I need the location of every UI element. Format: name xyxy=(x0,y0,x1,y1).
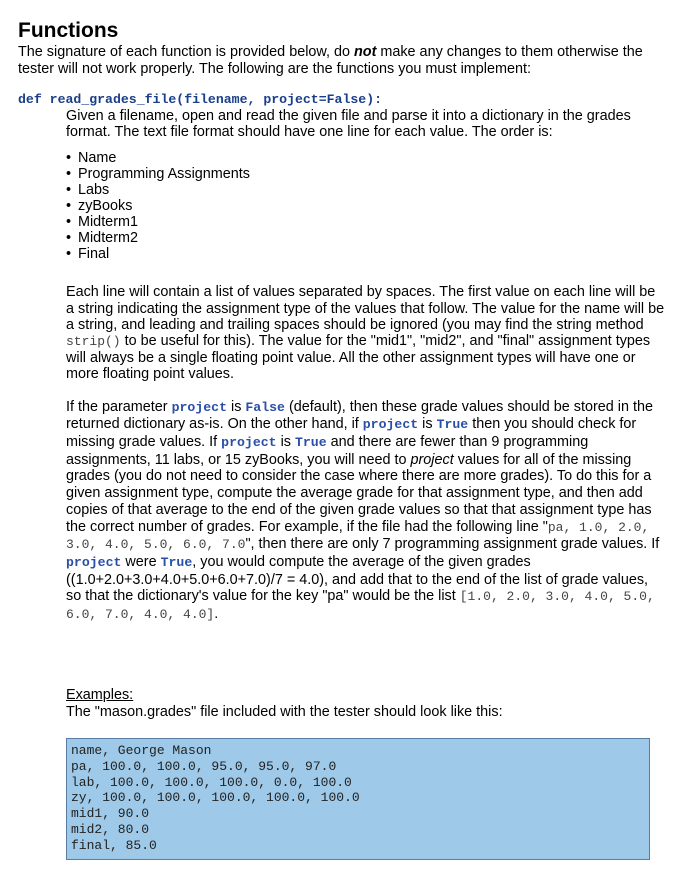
intro-emphasis: not xyxy=(354,44,377,60)
intro-text-1: The signature of each function is provided below, do xyxy=(18,44,354,60)
emphasis: project xyxy=(410,451,454,468)
examples-heading: Examples: xyxy=(66,687,134,703)
list-item: • zyBooks xyxy=(78,198,666,214)
code-line: lab, 100.0, 100.0, 100.0, 0.0, 100.0 xyxy=(71,774,352,790)
list-item: • Programming Assignments xyxy=(78,166,666,182)
code-line: final, 85.0 xyxy=(71,837,157,853)
inline-keyword: project xyxy=(221,435,277,451)
text: is xyxy=(227,398,246,415)
inline-keyword: False xyxy=(245,399,285,415)
format-paragraph xyxy=(66,284,666,382)
text: to be useful for this). The value for the "mid1", "mid2", and "final" assignment types will always be a single floating point value. All the other assignment types will have one or more floating point values. xyxy=(66,333,651,383)
intro-text-2: make any changes to them otherwise the tester will not work properly. The following are the functions you must implement: xyxy=(18,44,643,77)
inline-keyword: project xyxy=(362,417,419,433)
example-file-code-block xyxy=(66,738,650,860)
description-text: Given a filename, open and read the given file and parse it into a dictionary in the grades format. The text file format should have one line for each value. The order is: xyxy=(66,108,631,141)
project-paragraph xyxy=(66,399,666,624)
code-line: name, George Mason xyxy=(71,743,212,758)
function-description xyxy=(66,108,666,624)
inline-keyword: project xyxy=(171,399,227,415)
code-line: zy, 100.0, 100.0, 100.0, 100.0, 100.0 xyxy=(71,790,360,806)
text: , you would compute the average of the given grades ((1.0+2.0+3.0+4.0+5.0+6.0+7.0)/7 = 4.0), and add that to the end of the list of grade values, so that the dictionary's value for the key "pa" would be the list xyxy=(66,553,649,605)
inline-keyword: True xyxy=(436,417,469,433)
text: . xyxy=(214,606,219,623)
order-list xyxy=(66,150,666,262)
function-signature: def read_grades_file(filename, project=False): xyxy=(18,92,383,107)
code-line: pa, 100.0, 100.0, 95.0, 95.0, 97.0 xyxy=(71,758,337,774)
section-title: Functions xyxy=(18,19,119,42)
list-item: • Midterm1 xyxy=(78,214,666,230)
text: is xyxy=(276,434,295,451)
inline-keyword: project xyxy=(66,554,122,570)
text: then you should check for missing grade values. If xyxy=(66,416,637,451)
intro-paragraph xyxy=(18,44,668,77)
inline-code: [1.0, 2.0, 3.0, 4.0, 5.0, 6.0, 7.0, 4.0, 4.0] xyxy=(66,589,655,623)
text: were xyxy=(121,553,161,570)
inline-keyword: True xyxy=(160,554,193,570)
text: Each line will contain a list of values separated by spaces. The first value on each line will be a string indicating the assignment type of the values that follow. The value for the name will be a string, and leading and trailing spaces should be ignored (you may find the string method xyxy=(66,284,665,333)
examples-description: The "mason.grades" file included with the tester should look like this: xyxy=(66,704,503,720)
code-line: mid2, 80.0 xyxy=(71,821,150,837)
text: If the parameter xyxy=(66,398,172,415)
list-item: • Midterm2 xyxy=(78,230,666,246)
text: and there are fewer than 9 programming assignments, 11 labs, or 15 zyBooks, you will need to xyxy=(66,434,589,468)
text: is xyxy=(418,416,437,433)
text: values for all of the missing grades (you do not need to consider the case where there are more grades). To do this for a given assignment type, compute the average grade for that assignment type, and then add copies of that average to the end of the given grade values so that that assignment type has the correct number of grades. For example, if the file had the following line " xyxy=(66,451,652,535)
text: (default), then these grade values should be stored in the returned dictionary as-is. On the other hand, if xyxy=(66,398,653,433)
inline-keyword: True xyxy=(294,435,327,451)
inline-code: pa, 1.0, 2.0, 3.0, 4.0, 5.0, 6.0, 7.0 xyxy=(66,519,650,553)
inline-code: strip() xyxy=(66,334,121,350)
list-item: • Final xyxy=(78,246,666,262)
list-item: • Name xyxy=(78,150,666,166)
list-item: • Labs xyxy=(78,182,666,198)
text: ", then there are only 7 programming assignment grade values. If xyxy=(245,536,660,553)
code-line: mid1, 90.0 xyxy=(71,806,150,822)
